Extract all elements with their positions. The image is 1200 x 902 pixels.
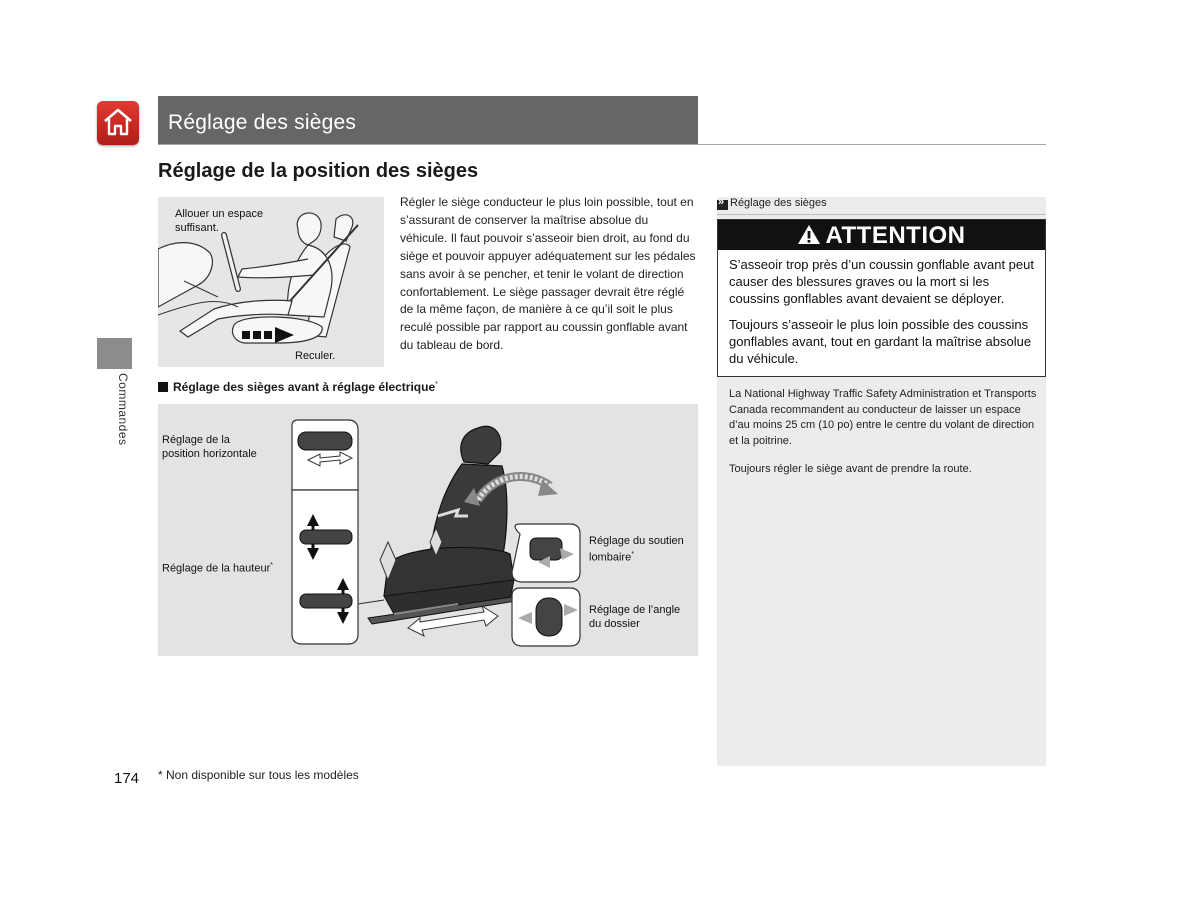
sidebar-reference[interactable]: » Réglage des sièges	[717, 197, 1046, 215]
power-seat-subheading: Réglage des sièges avant à réglage électrique*	[158, 380, 438, 394]
availability-footnote: * Non disponible sur tous les modèles	[158, 768, 359, 782]
attention-warning-box	[717, 219, 1046, 377]
page-title: Réglage des sièges	[168, 111, 357, 134]
attention-paragraph-2: Toujours s’asseoir le plus loin possible des coussins gonflables avant, tout en gardant la maîtrise absolue du véhicule.	[729, 317, 1032, 366]
attention-heading: ATTENTION	[718, 220, 1045, 250]
title-divider	[158, 144, 1046, 145]
home-icon	[102, 106, 134, 138]
seat-position-instructions: Régler le siège conducteur le plus loin possible, tout en s’assurant de conserver la maîtrise absolue du véhicule. Il faut pouvoir s’asseoir bien droit, au fond du siège et pouvoir appuyer adéquatement sur les pédales sans avoir à se pencher, et tenir le volant de direction confortablement. Le siège passager devrait être réglé de la même façon, de manière à ce qu’il soit le plus reculé possible par rapport au coussin gonflable avant du tableau de bord.	[400, 195, 696, 353]
recline-adjust-label: Réglage de l’angle du dossier	[589, 604, 681, 630]
lumbar-adjust-label: Réglage du soutien lombaire*	[589, 535, 684, 564]
attention-paragraph-1: S’asseoir trop près d’un coussin gonflable avant peut causer des blessures graves ou la mort si les coussins gonflables avant devaient se déployer.	[729, 257, 1034, 306]
page-number: 174	[114, 770, 140, 787]
bullet-square-icon	[158, 382, 168, 392]
chapter-tab[interactable]	[97, 338, 132, 369]
space-label: Allouer un espace suffisant.	[175, 208, 264, 234]
chapter-title-bar	[158, 96, 698, 144]
horizontal-adjust-label: Réglage de la position horizontale	[162, 434, 257, 460]
height-adjust-label: Réglage de la hauteur*	[162, 562, 273, 575]
adjust-before-driving-note: Toujours régler le siège avant de prendre la route.	[729, 463, 972, 475]
move-back-label: Reculer.	[295, 350, 336, 362]
chapter-tab-label: Commandes	[116, 373, 130, 446]
home-button[interactable]	[97, 101, 139, 145]
section-title: Réglage de la position des sièges	[158, 160, 479, 182]
driver-position-illustration	[158, 197, 384, 367]
distance-recommendation-note: La National Highway Traffic Safety Administration et Transports Canada recommandent au conducteur de laisser un espace d’au moins 25 cm (10 po) entre le centre du volant de direction et la poitrine.	[729, 388, 1037, 447]
warning-triangle-icon	[797, 224, 821, 245]
reference-arrow-icon	[717, 200, 728, 210]
power-seat-illustration	[158, 404, 698, 656]
